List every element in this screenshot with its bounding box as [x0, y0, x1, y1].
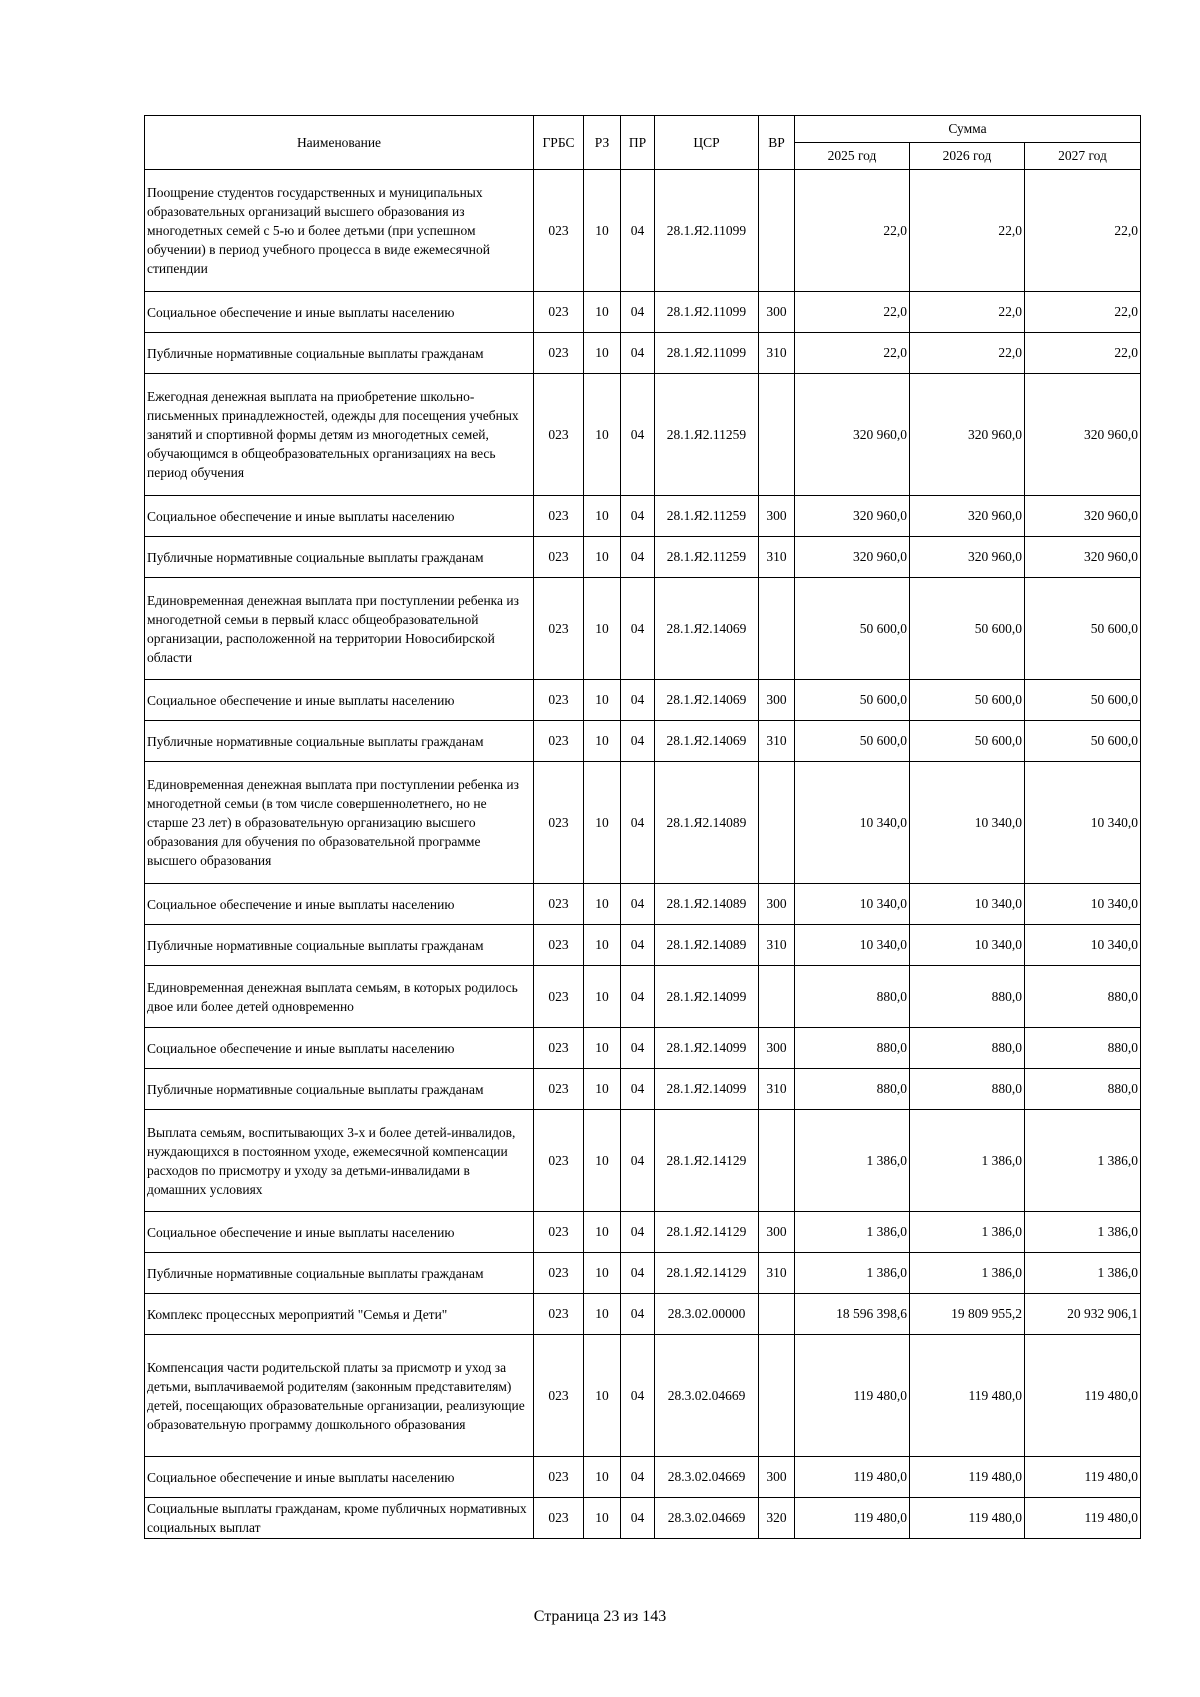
row-amount-2026: 50 600,0: [910, 721, 1025, 762]
row-pr: 04: [621, 1212, 655, 1253]
row-amount-2025: 320 960,0: [795, 496, 910, 537]
row-amount-2026: 119 480,0: [910, 1457, 1025, 1498]
row-name: Социальные выплаты гражданам, кроме публичных нормативных социальных выплат: [145, 1498, 534, 1539]
row-pr: 04: [621, 925, 655, 966]
row-amount-2027: 880,0: [1025, 966, 1141, 1028]
row-vr: 300: [759, 1028, 795, 1069]
row-amount-2027: 1 386,0: [1025, 1253, 1141, 1294]
row-vr: 310: [759, 1253, 795, 1294]
row-rz: 10: [584, 1457, 621, 1498]
row-amount-2027: 10 340,0: [1025, 762, 1141, 884]
row-name: Социальное обеспечение и иные выплаты населению: [145, 1212, 534, 1253]
row-vr: 300: [759, 1457, 795, 1498]
table-row: [145, 374, 1141, 496]
row-pr: 04: [621, 1028, 655, 1069]
row-rz: 10: [584, 966, 621, 1028]
table-row: [145, 578, 1141, 680]
row-amount-2026: 22,0: [910, 333, 1025, 374]
row-vr: 300: [759, 884, 795, 925]
row-name: Единовременная денежная выплата семьям, в которых родилось двое или более детей одновременно: [145, 966, 534, 1028]
row-amount-2027: 320 960,0: [1025, 496, 1141, 537]
row-vr: 310: [759, 537, 795, 578]
row-vr: [759, 374, 795, 496]
row-vr: 310: [759, 1069, 795, 1110]
row-pr: 04: [621, 1110, 655, 1212]
row-amount-2025: 22,0: [795, 292, 910, 333]
row-rz: 10: [584, 1253, 621, 1294]
row-csr: 28.1.Я2.14069: [655, 578, 759, 680]
row-name: Социальное обеспечение и иные выплаты населению: [145, 680, 534, 721]
header-2026: 2026 год: [910, 143, 1025, 170]
row-grbs: 023: [534, 721, 584, 762]
header-rz: РЗ: [584, 116, 621, 170]
header-sum: Сумма: [795, 116, 1141, 143]
row-amount-2027: 1 386,0: [1025, 1212, 1141, 1253]
row-pr: 04: [621, 762, 655, 884]
table-row: [145, 1069, 1141, 1110]
row-amount-2026: 119 480,0: [910, 1335, 1025, 1457]
row-amount-2025: 22,0: [795, 170, 910, 292]
header-vr: ВР: [759, 116, 795, 170]
row-grbs: 023: [534, 680, 584, 721]
row-amount-2027: 320 960,0: [1025, 537, 1141, 578]
row-csr: 28.1.Я2.11099: [655, 333, 759, 374]
row-vr: [759, 1294, 795, 1335]
row-csr: 28.3.02.00000: [655, 1294, 759, 1335]
row-grbs: 023: [534, 1253, 584, 1294]
row-vr: [759, 170, 795, 292]
row-amount-2027: 119 480,0: [1025, 1335, 1141, 1457]
row-rz: 10: [584, 578, 621, 680]
row-name: Публичные нормативные социальные выплаты гражданам: [145, 925, 534, 966]
row-amount-2026: 1 386,0: [910, 1212, 1025, 1253]
row-amount-2025: 119 480,0: [795, 1457, 910, 1498]
row-vr: [759, 762, 795, 884]
row-pr: 04: [621, 884, 655, 925]
row-csr: 28.1.Я2.14089: [655, 925, 759, 966]
row-amount-2025: 320 960,0: [795, 537, 910, 578]
row-rz: 10: [584, 292, 621, 333]
row-rz: 10: [584, 925, 621, 966]
row-amount-2027: 320 960,0: [1025, 374, 1141, 496]
row-vr: 300: [759, 496, 795, 537]
row-grbs: 023: [534, 170, 584, 292]
row-grbs: 023: [534, 1110, 584, 1212]
row-amount-2026: 22,0: [910, 292, 1025, 333]
row-amount-2026: 19 809 955,2: [910, 1294, 1025, 1335]
row-name: Единовременная денежная выплата при поступлении ребенка из многодетной семьи (в том числе совершеннолетнего, но не старше 23 лет) в образовательную организацию высшего образования для обучения по образовательной программе высшего образования: [145, 762, 534, 884]
table-row: [145, 680, 1141, 721]
row-grbs: 023: [534, 333, 584, 374]
row-name: Социальное обеспечение и иные выплаты населению: [145, 1457, 534, 1498]
row-amount-2027: 880,0: [1025, 1069, 1141, 1110]
row-amount-2026: 320 960,0: [910, 374, 1025, 496]
row-amount-2026: 22,0: [910, 170, 1025, 292]
row-grbs: 023: [534, 925, 584, 966]
row-csr: 28.3.02.04669: [655, 1335, 759, 1457]
row-amount-2025: 119 480,0: [795, 1498, 910, 1539]
row-grbs: 023: [534, 1212, 584, 1253]
row-vr: 300: [759, 680, 795, 721]
row-name: Публичные нормативные социальные выплаты гражданам: [145, 721, 534, 762]
row-csr: 28.1.Я2.14099: [655, 1028, 759, 1069]
row-csr: 28.3.02.04669: [655, 1457, 759, 1498]
row-grbs: 023: [534, 496, 584, 537]
row-csr: 28.1.Я2.14129: [655, 1253, 759, 1294]
row-rz: 10: [584, 680, 621, 721]
row-name: Единовременная денежная выплата при поступлении ребенка из многодетной семьи в первый класс общеобразовательной организации, расположенной на территории Новосибирской области: [145, 578, 534, 680]
row-pr: 04: [621, 496, 655, 537]
row-pr: 04: [621, 1294, 655, 1335]
row-grbs: 023: [534, 1457, 584, 1498]
row-amount-2027: 20 932 906,1: [1025, 1294, 1141, 1335]
row-name: Поощрение студентов государственных и муниципальных образовательных организаций высшего образования из многодетных семей с 5-ю и более детьми (при успешном обучении) в период учебного процесса в виде ежемесячной стипендии: [145, 170, 534, 292]
table-row: [145, 966, 1141, 1028]
row-amount-2026: 50 600,0: [910, 578, 1025, 680]
row-amount-2026: 10 340,0: [910, 884, 1025, 925]
row-grbs: 023: [534, 1335, 584, 1457]
row-pr: 04: [621, 374, 655, 496]
table-row: [145, 1212, 1141, 1253]
row-name: Компенсация части родительской платы за присмотр и уход за детьми, выплачиваемой родителям (законным представителям) детей, посещающих образовательные организации, реализующие образовательную программу дошкольного образования: [145, 1335, 534, 1457]
row-amount-2026: 880,0: [910, 966, 1025, 1028]
header-name: Наименование: [145, 116, 534, 170]
row-vr: 300: [759, 292, 795, 333]
row-amount-2027: 10 340,0: [1025, 884, 1141, 925]
row-grbs: 023: [534, 966, 584, 1028]
row-csr: 28.1.Я2.14129: [655, 1110, 759, 1212]
row-amount-2025: 50 600,0: [795, 680, 910, 721]
row-amount-2025: 1 386,0: [795, 1253, 910, 1294]
row-amount-2027: 10 340,0: [1025, 925, 1141, 966]
row-grbs: 023: [534, 884, 584, 925]
row-amount-2025: 10 340,0: [795, 925, 910, 966]
row-amount-2027: 1 386,0: [1025, 1110, 1141, 1212]
table-row: [145, 333, 1141, 374]
row-amount-2026: 119 480,0: [910, 1498, 1025, 1539]
row-amount-2026: 50 600,0: [910, 680, 1025, 721]
row-name: Публичные нормативные социальные выплаты гражданам: [145, 333, 534, 374]
header-2027: 2027 год: [1025, 143, 1141, 170]
header-pr: ПР: [621, 116, 655, 170]
row-csr: 28.1.Я2.14099: [655, 966, 759, 1028]
row-pr: 04: [621, 292, 655, 333]
table-row: [145, 496, 1141, 537]
table-row: [145, 884, 1141, 925]
table-row: [145, 537, 1141, 578]
row-name: Комплекс процессных мероприятий "Семья и Дети": [145, 1294, 534, 1335]
row-rz: 10: [584, 496, 621, 537]
row-rz: 10: [584, 762, 621, 884]
row-amount-2027: 22,0: [1025, 292, 1141, 333]
row-amount-2027: 22,0: [1025, 333, 1141, 374]
row-vr: [759, 1110, 795, 1212]
row-pr: 04: [621, 578, 655, 680]
row-vr: [759, 966, 795, 1028]
row-name: Публичные нормативные социальные выплаты гражданам: [145, 1253, 534, 1294]
row-rz: 10: [584, 1498, 621, 1539]
row-vr: 320: [759, 1498, 795, 1539]
row-pr: 04: [621, 1335, 655, 1457]
row-rz: 10: [584, 1069, 621, 1110]
header-csr: ЦСР: [655, 116, 759, 170]
row-rz: 10: [584, 374, 621, 496]
row-rz: 10: [584, 333, 621, 374]
row-amount-2025: 1 386,0: [795, 1110, 910, 1212]
row-csr: 28.1.Я2.14069: [655, 721, 759, 762]
table-row: [145, 925, 1141, 966]
row-rz: 10: [584, 884, 621, 925]
row-csr: 28.1.Я2.11259: [655, 374, 759, 496]
row-csr: 28.1.Я2.11099: [655, 170, 759, 292]
row-amount-2025: 119 480,0: [795, 1335, 910, 1457]
table-row: [145, 1498, 1141, 1539]
row-vr: 310: [759, 333, 795, 374]
row-grbs: 023: [534, 762, 584, 884]
row-rz: 10: [584, 1028, 621, 1069]
row-vr: 310: [759, 925, 795, 966]
row-amount-2025: 18 596 398,6: [795, 1294, 910, 1335]
row-csr: 28.1.Я2.14129: [655, 1212, 759, 1253]
row-pr: 04: [621, 1069, 655, 1110]
row-grbs: 023: [534, 537, 584, 578]
row-amount-2027: 119 480,0: [1025, 1498, 1141, 1539]
row-grbs: 023: [534, 1498, 584, 1539]
row-rz: 10: [584, 1294, 621, 1335]
row-vr: [759, 1335, 795, 1457]
table-row: [145, 762, 1141, 884]
row-rz: 10: [584, 1212, 621, 1253]
table-row: [145, 1110, 1141, 1212]
row-pr: 04: [621, 721, 655, 762]
row-grbs: 023: [534, 1294, 584, 1335]
row-csr: 28.1.Я2.11259: [655, 537, 759, 578]
row-amount-2025: 10 340,0: [795, 762, 910, 884]
row-pr: 04: [621, 966, 655, 1028]
page-number: Страница 23 из 143: [533, 1608, 667, 1625]
row-amount-2027: 50 600,0: [1025, 578, 1141, 680]
row-csr: 28.1.Я2.14099: [655, 1069, 759, 1110]
row-csr: 28.3.02.04669: [655, 1498, 759, 1539]
row-pr: 04: [621, 1253, 655, 1294]
row-amount-2026: 10 340,0: [910, 925, 1025, 966]
row-csr: 28.1.Я2.11099: [655, 292, 759, 333]
header-row-top: [145, 116, 1141, 143]
row-rz: 10: [584, 721, 621, 762]
row-rz: 10: [584, 1110, 621, 1212]
row-amount-2027: 880,0: [1025, 1028, 1141, 1069]
row-amount-2026: 880,0: [910, 1028, 1025, 1069]
row-name: Социальное обеспечение и иные выплаты населению: [145, 292, 534, 333]
row-name: Публичные нормативные социальные выплаты гражданам: [145, 1069, 534, 1110]
row-name: Социальное обеспечение и иные выплаты населению: [145, 884, 534, 925]
row-pr: 04: [621, 1498, 655, 1539]
row-pr: 04: [621, 537, 655, 578]
table-row: [145, 1294, 1141, 1335]
row-amount-2025: 1 386,0: [795, 1212, 910, 1253]
row-pr: 04: [621, 680, 655, 721]
row-name: Социальное обеспечение и иные выплаты населению: [145, 496, 534, 537]
table-row: [145, 170, 1141, 292]
row-amount-2026: 880,0: [910, 1069, 1025, 1110]
row-amount-2027: 119 480,0: [1025, 1457, 1141, 1498]
row-vr: [759, 578, 795, 680]
row-name: Выплата семьям, воспитывающих 3-х и более детей-инвалидов, нуждающихся в постоянном уходе, ежемесячной компенсации расходов по присмотру и уходу за детьми-инвалидами в домашних условиях: [145, 1110, 534, 1212]
row-name: Публичные нормативные социальные выплаты гражданам: [145, 537, 534, 578]
row-amount-2025: 50 600,0: [795, 721, 910, 762]
table-row: [145, 1335, 1141, 1457]
row-amount-2026: 1 386,0: [910, 1110, 1025, 1212]
row-grbs: 023: [534, 374, 584, 496]
row-amount-2027: 50 600,0: [1025, 721, 1141, 762]
row-name: Ежегодная денежная выплата на приобретение школьно-письменных принадлежностей, одежды для посещения учебных занятий и спортивной формы детям из многодетных семей, обучающимся в общеобразовательных организациях на весь период обучения: [145, 374, 534, 496]
row-pr: 04: [621, 170, 655, 292]
row-grbs: 023: [534, 1028, 584, 1069]
row-vr: 310: [759, 721, 795, 762]
header-2025: 2025 год: [795, 143, 910, 170]
row-amount-2025: 880,0: [795, 966, 910, 1028]
row-amount-2026: 320 960,0: [910, 537, 1025, 578]
row-csr: 28.1.Я2.11259: [655, 496, 759, 537]
row-amount-2025: 880,0: [795, 1069, 910, 1110]
row-name: Социальное обеспечение и иные выплаты населению: [145, 1028, 534, 1069]
row-pr: 04: [621, 1457, 655, 1498]
table-row: [145, 1253, 1141, 1294]
table-row: [145, 1028, 1141, 1069]
header-grbs: ГРБС: [534, 116, 584, 170]
row-grbs: 023: [534, 292, 584, 333]
row-csr: 28.1.Я2.14089: [655, 884, 759, 925]
budget-table: [144, 115, 1141, 1539]
row-grbs: 023: [534, 578, 584, 680]
table-row: [145, 292, 1141, 333]
row-vr: 300: [759, 1212, 795, 1253]
row-rz: 10: [584, 1335, 621, 1457]
row-amount-2025: 50 600,0: [795, 578, 910, 680]
row-csr: 28.1.Я2.14069: [655, 680, 759, 721]
row-rz: 10: [584, 537, 621, 578]
row-amount-2025: 320 960,0: [795, 374, 910, 496]
row-pr: 04: [621, 333, 655, 374]
row-grbs: 023: [534, 1069, 584, 1110]
row-amount-2026: 320 960,0: [910, 496, 1025, 537]
row-amount-2027: 22,0: [1025, 170, 1141, 292]
row-amount-2025: 880,0: [795, 1028, 910, 1069]
row-amount-2026: 1 386,0: [910, 1253, 1025, 1294]
row-amount-2025: 10 340,0: [795, 884, 910, 925]
row-amount-2026: 10 340,0: [910, 762, 1025, 884]
table-row: [145, 721, 1141, 762]
table-row: [145, 1457, 1141, 1498]
table-body: [145, 170, 1141, 1539]
row-amount-2027: 50 600,0: [1025, 680, 1141, 721]
row-rz: 10: [584, 170, 621, 292]
row-csr: 28.1.Я2.14089: [655, 762, 759, 884]
row-amount-2025: 22,0: [795, 333, 910, 374]
